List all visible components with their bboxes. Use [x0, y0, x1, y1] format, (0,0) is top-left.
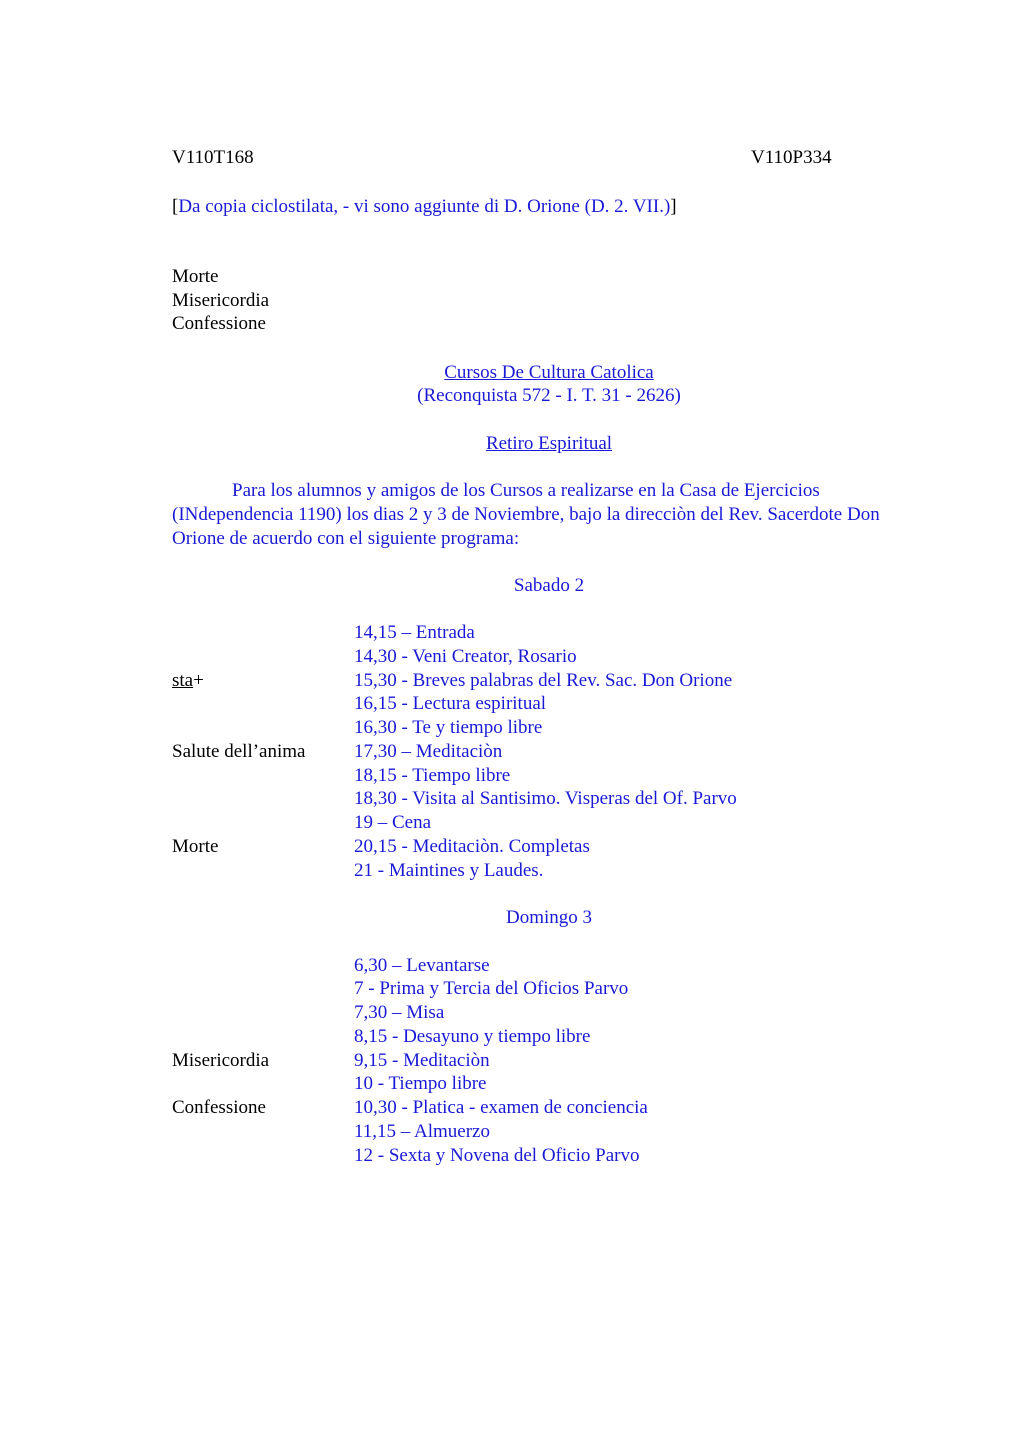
topic-misericordia: Misericordia	[172, 290, 270, 311]
day2-item: 10,30 - Platica - examen de conciencia	[354, 1097, 648, 1118]
margin-note-plus: +	[193, 670, 204, 691]
note-open-bracket: [	[172, 196, 179, 217]
header-left-code: V110T168	[172, 147, 254, 168]
margin-note-morte: Morte	[172, 836, 219, 857]
day2-item: 12 - Sexta y Novena del Oficio Parvo	[354, 1145, 640, 1166]
margin-note-salute: Salute dell’anima	[172, 741, 306, 762]
institution-name: Cursos De Cultura Catolica	[444, 362, 654, 383]
topic-confessione: Confessione	[172, 313, 266, 334]
day2-item: 9,15 - Meditaciòn	[354, 1050, 490, 1071]
margin-note-sta	[172, 669, 204, 693]
institution-address: (Reconquista 572 - I. T. 31 - 2626)	[417, 385, 681, 406]
note-text: Da copia ciclostilata, - vi sono aggiunte di D. Orione (D. 2. VII.)	[178, 196, 671, 217]
note-close-bracket: ]	[670, 196, 677, 217]
margin-note-misericordia: Misericordia	[172, 1050, 270, 1071]
day1-item: 19 – Cena	[354, 812, 432, 833]
retreat-title: Retiro Espiritual	[485, 433, 613, 454]
day2-item: 10 - Tiempo libre	[354, 1073, 487, 1094]
day1-item: 17,30 – Meditaciòn	[354, 741, 503, 762]
day1-item: 14,15 – Entrada	[354, 622, 475, 643]
day2-item: 7,30 – Misa	[354, 1002, 445, 1023]
day1-title: Sabado 2	[513, 575, 585, 596]
day1-item: 15,30 - Breves palabras del Rev. Sac. Don Orione	[354, 670, 733, 691]
source-note	[172, 195, 677, 219]
intro-paragraph: Para los alumnos y amigos de los Cursos a realizarse en la Casa de Ejercicios (INdependencia 1190) los dias 2 y 3 de Noviembre, bajo la direcciòn del Rev. Sacerdote Don Orione de acuerdo con el siguiente programa:	[172, 480, 880, 549]
day2-title: Domingo 3	[505, 907, 593, 928]
day2-item: 7 - Prima y Tercia del Oficios Parvo	[354, 978, 629, 999]
day1-item: 18,30 - Visita al Santisimo. Visperas del Of. Parvo	[354, 788, 737, 809]
topic-morte: Morte	[172, 266, 219, 287]
day1-item: 18,15 - Tiempo libre	[354, 765, 511, 786]
day1-item: 16,15 - Lectura espiritual	[354, 693, 547, 714]
header-right-code: V110P334	[751, 147, 832, 168]
margin-note-sta-word: sta	[172, 670, 194, 691]
margin-note-confessione: Confessione	[172, 1097, 266, 1118]
day1-item: 20,15 - Meditaciòn. Completas	[354, 836, 590, 857]
day1-item: 14,30 - Veni Creator, Rosario	[354, 646, 577, 667]
day1-item: 21 - Maintines y Laudes.	[354, 860, 544, 881]
day2-item: 11,15 – Almuerzo	[354, 1121, 490, 1142]
day1-item: 16,30 - Te y tiempo libre	[354, 717, 543, 738]
day2-item: 6,30 – Levantarse	[354, 955, 490, 976]
day2-item: 8,15 - Desayuno y tiempo libre	[354, 1026, 591, 1047]
